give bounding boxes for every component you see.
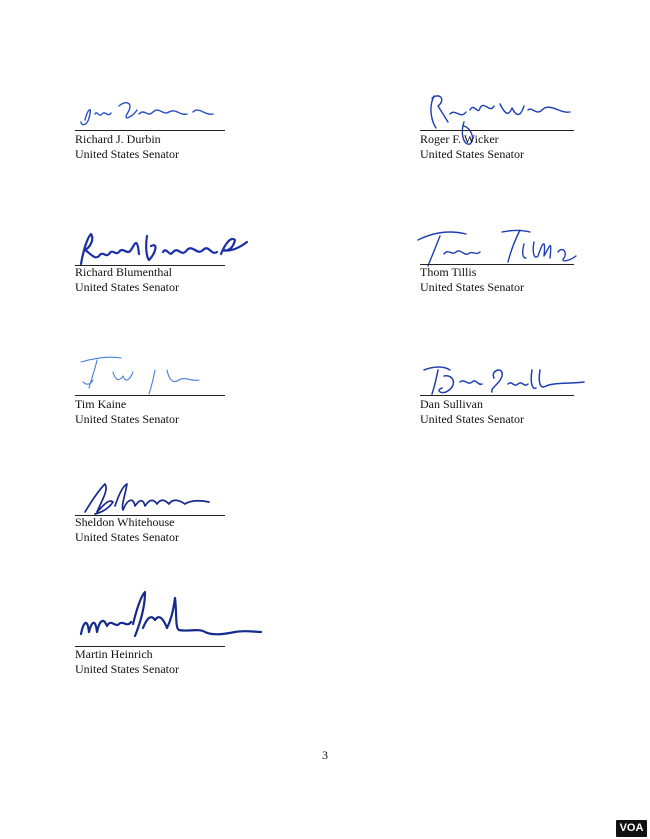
signature-sullivan	[420, 360, 590, 400]
signatory-name: Tim Kaine	[75, 397, 127, 411]
signatory-title: United States Senator	[75, 147, 179, 161]
signatory-name: Richard J. Durbin	[75, 132, 161, 146]
signatory-name: Thom Tillis	[420, 265, 477, 279]
signatory-name: Roger F. Wicker	[420, 132, 499, 146]
signatory-name: Richard Blumenthal	[75, 265, 172, 279]
signature-line	[75, 395, 225, 396]
signatory-name: Sheldon Whitehouse	[75, 515, 175, 529]
signature-line	[75, 130, 225, 131]
signatory-title: United States Senator	[420, 412, 524, 426]
signatory-title: United States Senator	[420, 147, 524, 161]
signatory-name: Dan Sullivan	[420, 397, 483, 411]
signature-durbin	[75, 92, 235, 132]
signatory-title: United States Senator	[75, 280, 179, 294]
page-number: 3	[322, 748, 328, 762]
signature-line	[420, 130, 574, 131]
signatory-title: United States Senator	[420, 280, 524, 294]
signatory-title: United States Senator	[75, 530, 179, 544]
signature-heinrich	[75, 588, 265, 650]
signatory-name: Martin Heinrich	[75, 647, 153, 661]
voa-watermark: VOA	[616, 820, 647, 837]
signature-kaine	[75, 350, 235, 400]
signatory-title: United States Senator	[75, 412, 179, 426]
signature-line	[420, 395, 574, 396]
signatory-title: United States Senator	[75, 662, 179, 676]
